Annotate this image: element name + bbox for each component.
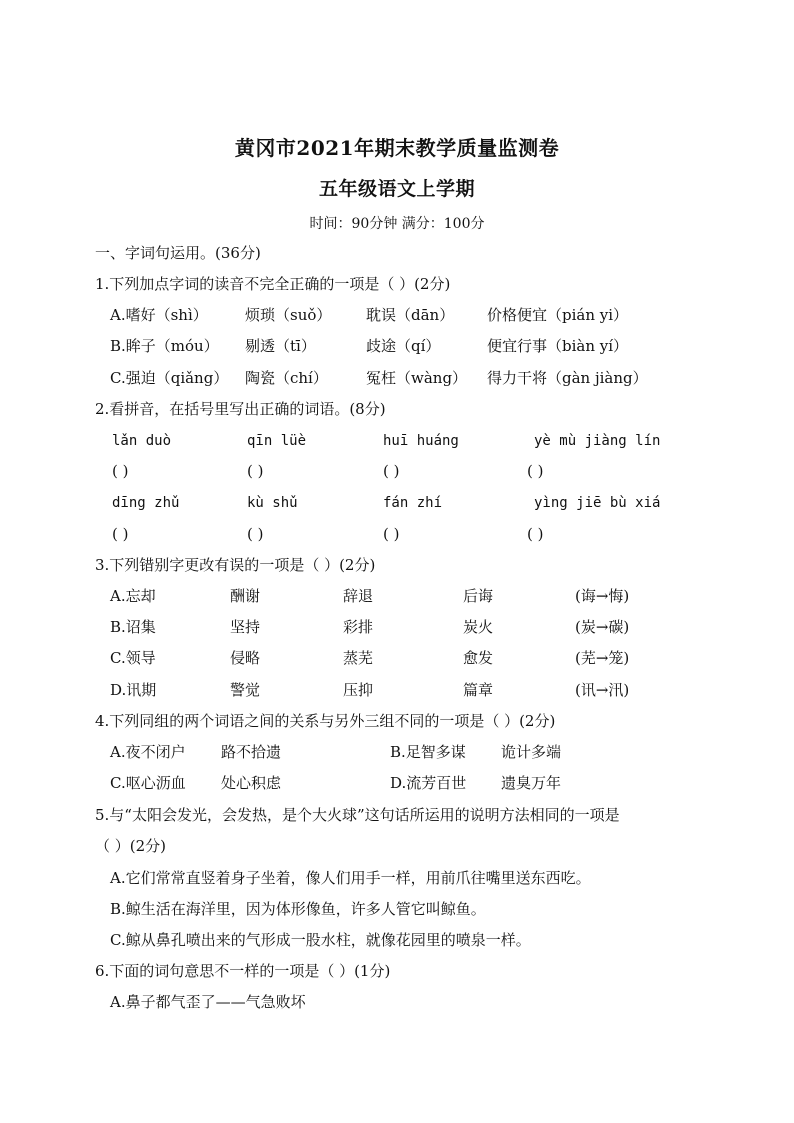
q3-cell: D.讯期 — [110, 681, 157, 699]
q1-cell: 价格便宜（pián yi） — [487, 306, 629, 324]
q5-option: A.它们常常直竖着身子坐着，像人们用手一样，用前爪往嘴里送东西吃。 — [110, 869, 591, 887]
q3-cell: 篇章 — [463, 681, 494, 699]
q3-cell: (炭→碳) — [575, 618, 630, 636]
q3-cell: 蒸芜 — [343, 649, 374, 667]
answer-blank[interactable]: ( ) — [527, 462, 544, 480]
q3-cell: 后诲 — [463, 587, 494, 605]
pinyin-prompt: kù shǔ — [247, 495, 298, 511]
question-2-stem: 2.看拼音，在括号里写出正确的词语。(8分) — [95, 400, 386, 418]
exam-time-score: 时间：90分钟 满分：100分 — [309, 216, 485, 232]
q4-cell: D.流芳百世 — [390, 774, 467, 792]
q4-cell: 遗臭万年 — [501, 774, 562, 792]
answer-blank[interactable]: ( ) — [247, 525, 264, 543]
answer-blank[interactable]: ( ) — [112, 462, 129, 480]
q3-cell: (芜→笼) — [575, 649, 630, 667]
pinyin-prompt: dīng zhǔ — [112, 495, 180, 511]
q3-cell: 坚持 — [230, 618, 261, 636]
q4-cell: 处心积虑 — [221, 774, 282, 792]
q1-cell: C.强迫（qiǎng） — [110, 369, 229, 387]
q1-cell: 歧途（qí） — [366, 337, 441, 355]
q3-cell: C.领导 — [110, 649, 156, 667]
q4-cell: B.足智多谋 — [390, 743, 466, 761]
answer-blank[interactable]: ( ) — [383, 462, 400, 480]
q3-cell: A.忘却 — [110, 587, 156, 605]
q3-cell: 警觉 — [230, 681, 261, 699]
section-heading: 一、字词句运用。(36分) — [95, 244, 261, 262]
question-6-stem: 6.下面的词句意思不一样的一项是（ ）(1分) — [95, 962, 391, 980]
question-5-stem: 5.与“太阳会发光，会发热，是个大火球”这句话所运用的说明方法相同的一项是 — [95, 806, 620, 824]
q3-cell: 侵略 — [230, 649, 261, 667]
exam-subtitle: 五年级语文上学期 — [318, 178, 475, 200]
q6-option: A.鼻子都气歪了——气急败坏 — [110, 993, 306, 1011]
exam-title: 黄冈市2021年期末教学质量监测卷 — [234, 136, 560, 160]
pinyin-prompt: yìng jiē bù xiá — [534, 495, 661, 511]
pinyin-prompt: fán zhí — [383, 495, 443, 511]
pinyin-prompt: qīn lüè — [247, 433, 307, 449]
q3-cell: 彩排 — [343, 618, 374, 636]
pinyin-prompt: yè mù jiàng lín — [534, 433, 661, 449]
q1-cell: 得力干将（gàn jiàng） — [487, 369, 648, 387]
q1-cell: B.眸子（móu） — [110, 337, 219, 355]
q3-cell: (诲→悔) — [575, 587, 630, 605]
question-4-stem: 4.下列同组的两个词语之间的关系与另外三组不同的一项是（ ）(2分) — [95, 712, 556, 730]
q5-option: C.鲸从鼻孔喷出来的气形成一股水柱，就像花园里的喷泉一样。 — [110, 931, 531, 949]
pinyin-prompt: huī huáng — [383, 433, 459, 449]
q1-cell: 冤枉（wàng） — [366, 369, 468, 387]
q3-cell: B.诏集 — [110, 618, 156, 636]
q4-cell: A.夜不闭户 — [110, 743, 186, 761]
answer-blank[interactable]: ( ) — [112, 525, 129, 543]
question-1-stem: 1.下列加点字词的读音不完全正确的一项是（ ）(2分) — [95, 275, 451, 293]
q1-cell: 剔透（tī） — [245, 337, 316, 355]
q3-cell: 酬谢 — [230, 587, 261, 605]
q1-cell: 耽误（dān） — [366, 306, 455, 324]
q3-cell: (讯→汛) — [575, 681, 630, 699]
q3-cell: 压抑 — [343, 681, 374, 699]
q4-cell: 诡计多端 — [501, 743, 562, 761]
question-5-stem-cont: （ ）(2分) — [95, 837, 167, 855]
q3-cell: 辞退 — [343, 587, 374, 605]
question-3-stem: 3.下列错别字更改有误的一项是（ ）(2分) — [95, 556, 376, 574]
q4-cell: C.呕心沥血 — [110, 774, 186, 792]
pinyin-prompt: lǎn duò — [112, 433, 172, 449]
q5-option: B.鲸生活在海洋里，因为体形像鱼，许多人管它叫鲸鱼。 — [110, 900, 486, 918]
q3-cell: 愈发 — [463, 649, 494, 667]
answer-blank[interactable]: ( ) — [527, 525, 544, 543]
answer-blank[interactable]: ( ) — [247, 462, 264, 480]
q1-cell: A.嗜好（shì） — [110, 306, 208, 324]
q1-cell: 陶瓷（chí） — [245, 369, 328, 387]
q1-cell: 烦琐（suǒ） — [245, 306, 332, 324]
q4-cell: 路不拾遗 — [221, 743, 282, 761]
answer-blank[interactable]: ( ) — [383, 525, 400, 543]
q1-cell: 便宜行事（biàn yí） — [487, 337, 629, 355]
q3-cell: 炭火 — [463, 618, 494, 636]
